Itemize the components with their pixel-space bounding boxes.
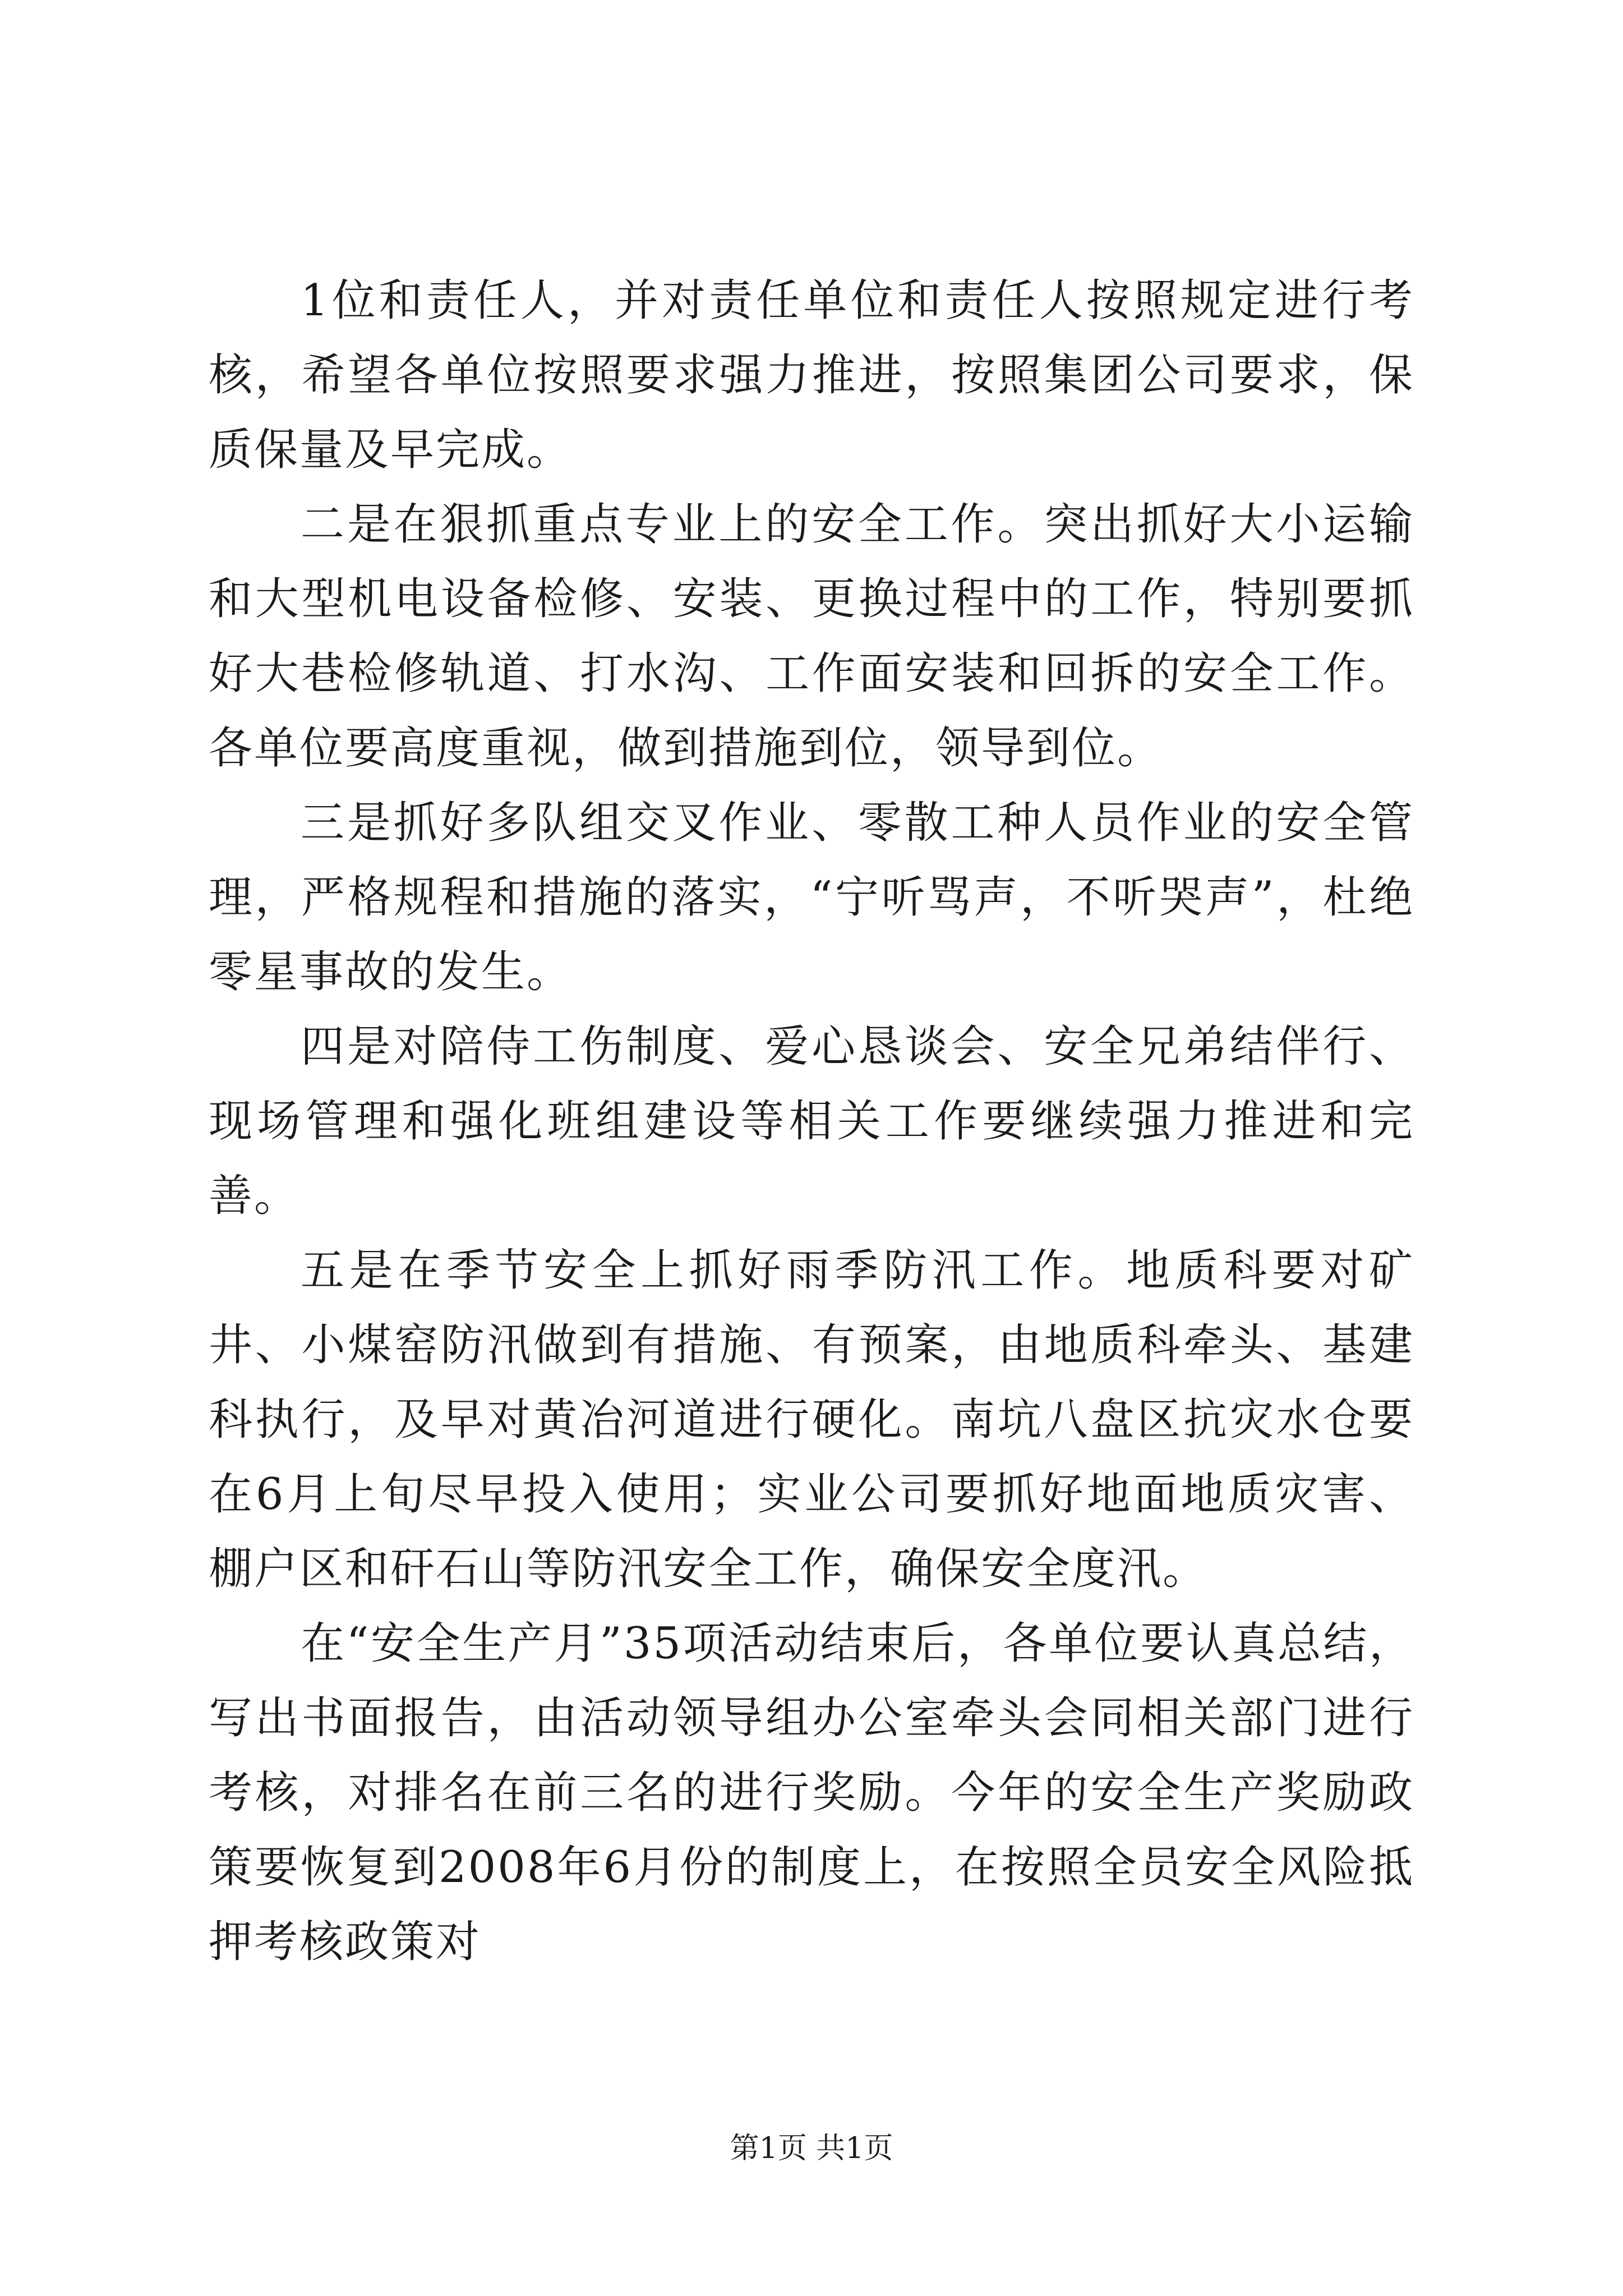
paragraph-5: 五是在季节安全上抓好雨季防汛工作。地质科要对矿井、小煤窑防汛做到有措施、有预案，由地质科牵头、基建科执行，及早对黄冶河道进行硬化。南坑八盘区抗灾水仓要在6月上旬尽早投入使用；实业公司要抓好地面地质灾害、棚户区和矸石山等防汛安全工作，确保安全度汛。 <box>209 1245 1414 1594</box>
paragraph-2: 二是在狠抓重点专业上的安全工作。突出抓好大小运输和大型机电设备检修、安装、更换过程中的工作，特别要抓好大巷检修轨道、打水沟、工作面安装和回拆的安全工作。各单位要高度重视，做到措施到位，领导到位。 <box>209 499 1414 774</box>
paragraph-3: 三是抓好多队组交叉作业、零散工种人员作业的安全管理，严格规程和措施的落实，“宁听骂声，不听哭声”，杜绝零星事故的发生。 <box>209 798 1414 997</box>
paragraph-1: 1位和责任人，并对责任单位和责任人按照规定进行考核，希望各单位按照要求强力推进，按照集团公司要求，保质保量及早完成。 <box>209 275 1414 475</box>
paragraph-6: 在“安全生产月”35项活动结束后，各单位要认真总结，写出书面报告，由活动领导组办公室牵头会同相关部门进行考核，对排名在前三名的进行奖励。今年的安全生产奖励政策要恢复到2008年6月份的制度上，在按照全员安全风险抵押考核政策对 <box>209 1618 1414 1967</box>
page-footer: 第1页 共1页 <box>730 2132 893 2165</box>
paragraph-4: 四是对陪侍工伤制度、爱心恳谈会、安全兄弟结伴行、现场管理和强化班组建设等相关工作要继续强力推进和完善。 <box>209 1022 1414 1221</box>
document-body <box>209 264 1414 1980</box>
